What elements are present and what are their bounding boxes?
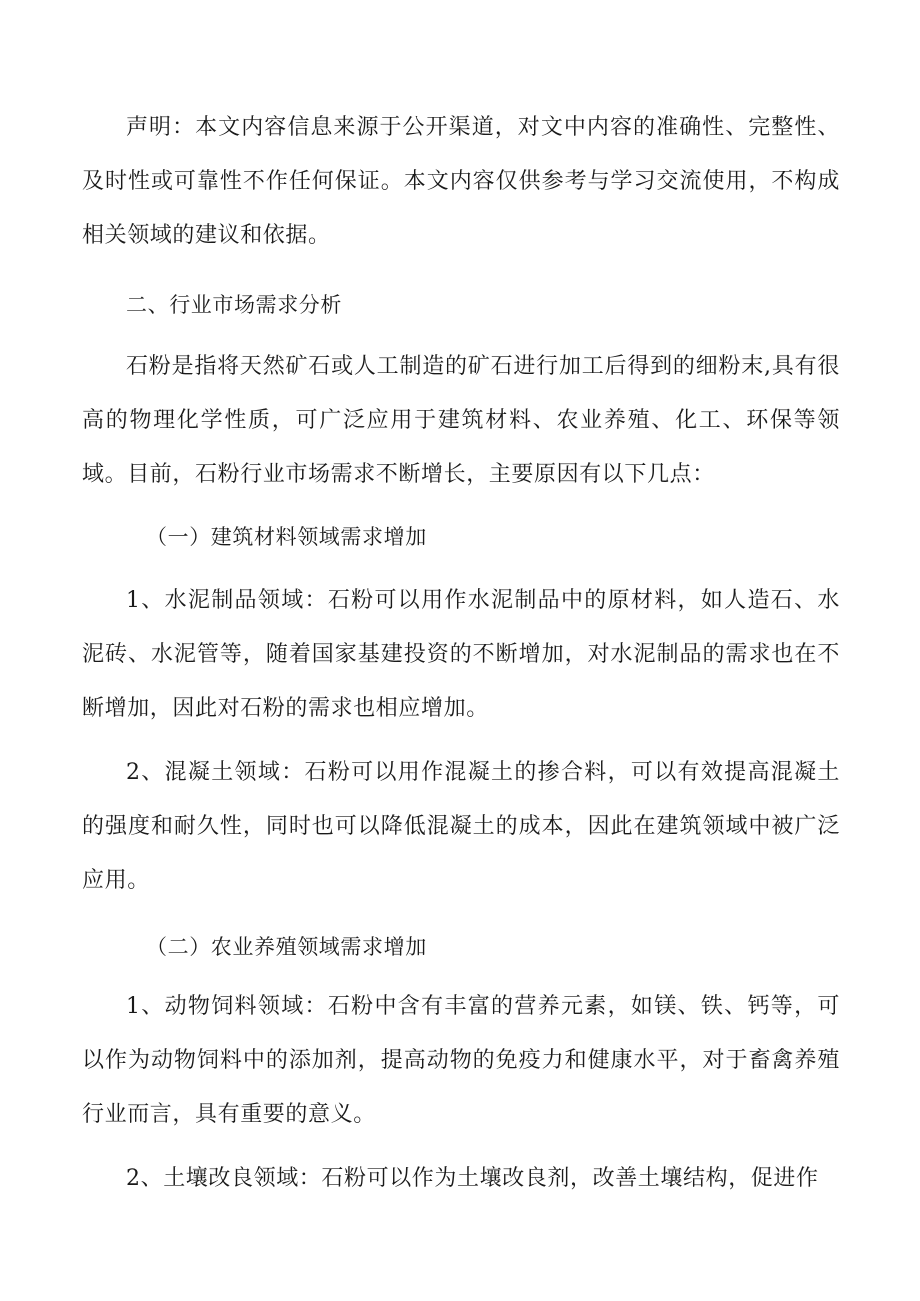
paragraph-animal-feed: 1、动物饲料领域：石粉中含有丰富的营养元素，如镁、铁、钙等，可以作为动物饲料中的添加剂，提高动物的免疫力和健康水平，对于畜禽养殖行业而言，具有重要的意义。 [82, 994, 840, 1127]
section-heading: 二、行业市场需求分析 [126, 293, 342, 317]
disclaimer-paragraph: 声明：本文内容信息来源于公开渠道，对文中内容的准确性、完整性、及时性或可靠性不作任何保证。本文内容仅供参考与学习交流使用，不构成相关领域的建议和依据。 [82, 115, 840, 248]
paragraph-cement-products: 1、水泥制品领域：石粉可以用作水泥制品中的原材料，如人造石、水泥砖、水泥管等，随着国家基建投资的不断增加，对水泥制品的需求也在不断增加，因此对石粉的需求也相应增加。 [82, 588, 840, 721]
subsection-heading-construction: （一）建筑材料领域需求增加 [146, 525, 427, 549]
paragraph-soil-improvement: 2、土壤改良领域：石粉可以作为土壤改良剂，改善土壤结构，促进作 [126, 1166, 819, 1191]
subsection-heading-agriculture: （二）农业养殖领域需求增加 [146, 935, 427, 959]
intro-paragraph: 石粉是指将天然矿石或人工制造的矿石进行加工后得到的细粉末,具有很高的物理化学性质，可广泛应用于建筑材料、农业养殖、化工、环保等领域。目前，石粉行业市场需求不断增长，主要原因有以下几点： [82, 354, 840, 487]
paragraph-concrete: 2、混凝土领域：石粉可以用作混凝土的掺合料，可以有效提高混凝土的强度和耐久性，同时也可以降低混凝土的成本，因此在建筑领域中被广泛应用。 [82, 760, 840, 893]
